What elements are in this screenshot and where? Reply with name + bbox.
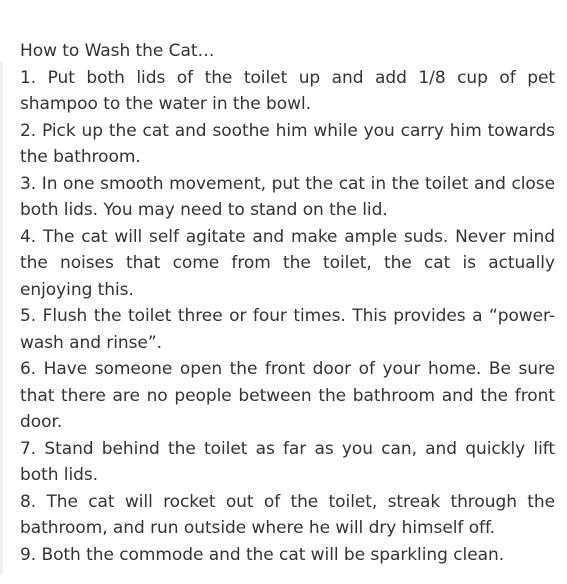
- step-item: 3. In one smooth movement, put the cat in the toilet and close both lids. You may need to stand on the lid.: [20, 173, 555, 220]
- document-body: [20, 38, 555, 568]
- step-item: 8. The cat will rocket out of the toilet, streak through the bathroom, and run outside where he will dry himself off.: [20, 491, 555, 538]
- document-title: How to Wash the Cat…: [20, 41, 215, 61]
- step-item: 6. Have someone open the front door of your home. Be sure that there are no people between the bathroom and the front door.: [20, 359, 555, 432]
- left-border-rule: [0, 62, 3, 574]
- step-item: 7. Stand behind the toilet as far as you can, and quickly lift both lids.: [20, 438, 555, 485]
- step-item: 1. Put both lids of the toilet up and add 1/8 cup of pet shampoo to the water in the bowl.: [20, 67, 555, 114]
- step-item: 4. The cat will self agitate and make ample suds. Never mind the noises that come from the toilet, the cat is actually enjoying this.: [20, 226, 555, 300]
- step-item: 2. Pick up the cat and soothe him while you carry him towards the bathroom.: [20, 120, 555, 167]
- step-item: 5. Flush the toilet three or four times. This provides a “power-wash and rinse”.: [20, 306, 555, 353]
- step-item: 9. Both the commode and the cat will be sparkling clean.: [20, 544, 505, 565]
